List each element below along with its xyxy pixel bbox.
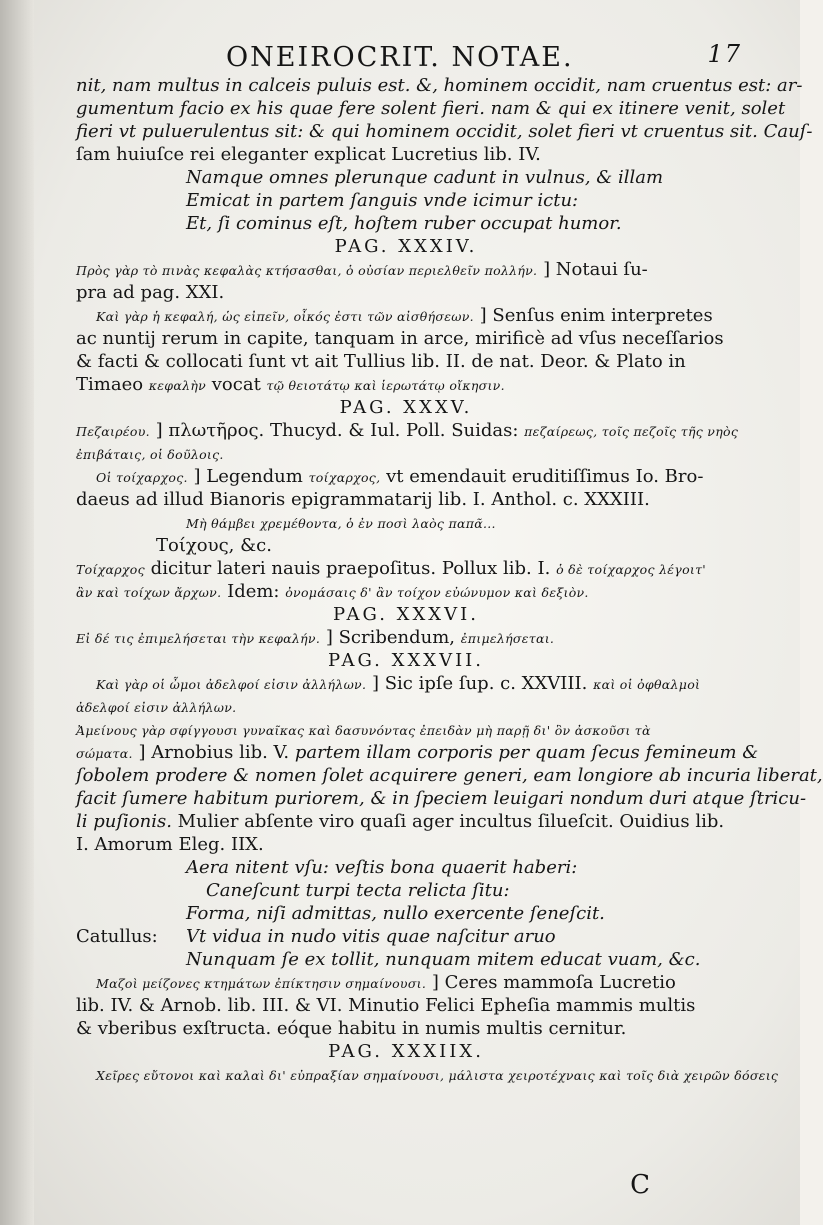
verse-line: Aera nitent vſu: veſtis bona quaerit haberi: bbox=[186, 857, 578, 878]
greek-word: Οἱ τοίχαρχος. bbox=[96, 470, 188, 485]
latin-text: Mulier abſente viro quaſi ager incultus ſilueſcit. Ouidius lib. bbox=[177, 811, 725, 832]
latin-text: ] Sic ipſe ſup. c. XXVIII. bbox=[371, 673, 588, 694]
signature-mark: C bbox=[630, 1170, 650, 1200]
verse-line: Namque omnes plerunque cadunt in vulnus, & illam bbox=[186, 167, 664, 188]
greek-quote: Μὴ θάμβει χρεμέθοντα, ὁ ἐν ποσὶ λαὸς παπᾶ... bbox=[186, 516, 496, 531]
text-line bbox=[76, 373, 736, 396]
text-line bbox=[76, 258, 736, 281]
section-heading: PAG. XXXVII. bbox=[327, 650, 485, 671]
latin-text: ] Arnobius lib. V. bbox=[138, 742, 290, 763]
latin-text: ] πλωτῆρος. Thucyd. & Iul. Poll. Suidas: bbox=[155, 420, 519, 441]
text-line: ſobolem prodere & nomen ſolet acquirere generi, eam longiore ab incuria liberat, bbox=[76, 765, 823, 786]
latin-text: ] Senſus enim interpretes bbox=[479, 305, 713, 326]
verse-line: Nunquam ſe ex tollit, nunquam mitem educat vuam, &c. bbox=[186, 949, 701, 970]
text-line: pra ad pag. XXI. bbox=[76, 282, 225, 303]
text-line: & vberibus exſtructa. eóque habitu in numis multis cernitur. bbox=[76, 1018, 627, 1039]
latin-text: vocat bbox=[211, 374, 261, 395]
verse-line: Caneſcunt turpi tecta relicta ſitu: bbox=[206, 880, 510, 901]
greek-quote: Πρὸς γὰρ τὸ πινὰς κεφαλὰς κτήσασθαι, ὁ οὐσίαν περιελθεῖν πολλήν. bbox=[76, 263, 538, 278]
text-line bbox=[76, 672, 736, 695]
text-line bbox=[76, 810, 736, 833]
text-line: I. Amorum Eleg. IIX. bbox=[76, 834, 264, 855]
section-heading: PAG. XXXIIX. bbox=[328, 1041, 484, 1062]
verse-line bbox=[76, 511, 736, 534]
greek-word: ἐπιμελήσεται. bbox=[460, 631, 555, 646]
latin-text: ] Ceres mammoſa Lucretio bbox=[431, 972, 676, 993]
text-line bbox=[76, 557, 736, 580]
greek-word: σώματα. bbox=[76, 746, 133, 761]
text-line bbox=[76, 626, 736, 649]
text-line bbox=[76, 442, 736, 465]
latin-text: Idem: bbox=[227, 581, 280, 602]
greek-word: κεφαλὴν bbox=[148, 378, 207, 393]
greek-word: τοίχαρχος, bbox=[308, 470, 381, 485]
page-gutter-shadow bbox=[0, 0, 34, 1225]
text-line bbox=[76, 580, 736, 603]
text-line bbox=[76, 971, 736, 994]
greek-quote: ἐπιβάταις, οἱ δοῦλοις. bbox=[76, 447, 224, 462]
section-heading: PAG. XXXIV. bbox=[334, 236, 478, 257]
text-line: ac nuntij rerum in capite, tanquam in arce, mirificè ad vſus neceſſarios bbox=[76, 328, 724, 349]
text-line: facit ſumere habitum puriorem, & in ſpeciem leuigari nondum duri atque ſtricu- bbox=[76, 788, 807, 809]
verse-line: Τοίχους, &c. bbox=[156, 535, 272, 556]
greek-quote: Εἰ δέ τις ἐπιμελήσεται τὴν κεφαλήν. bbox=[76, 631, 321, 646]
greek-word: Τοίχαρχος bbox=[76, 562, 145, 577]
catullus-label: Catullus: bbox=[76, 926, 158, 947]
verse-line bbox=[76, 925, 736, 948]
text-line bbox=[76, 304, 736, 327]
running-title: ONEIROCRIT. NOTAE. bbox=[226, 42, 574, 73]
running-header bbox=[76, 40, 748, 74]
text-line: gumentum facio ex his quae fere solent fieri. nam & qui ex itinere venit, solet bbox=[76, 98, 786, 119]
text-line: fieri vt puluerulentus sit: & qui hominem occidit, solet fieri vt cruentus sit. Cauſ- bbox=[76, 121, 813, 142]
greek-quote: ἂν καὶ τοίχων ἄρχων. bbox=[76, 585, 222, 600]
text-line bbox=[76, 419, 739, 442]
text-line bbox=[76, 741, 759, 764]
greek-quote: ὀνομάσαις δ' ἂν τοίχον εὐώνυμον καὶ δεξιὸν. bbox=[285, 585, 589, 600]
text-line: ſam huiuſce rei eleganter explicat Lucretius lib. IV. bbox=[76, 144, 541, 165]
greek-quote: Καὶ γὰρ οἱ ὦμοι ἀδελφοί εἰσιν ἀλλήλων. bbox=[96, 677, 367, 692]
text-line bbox=[76, 465, 736, 488]
greek-quote: τῷ θειοτάτῳ καὶ ἱερωτάτῳ οἴκησιν. bbox=[266, 378, 505, 393]
text-line bbox=[76, 718, 736, 741]
text-line: daeus ad illud Bianoris epigrammatarij lib. I. Anthol. c. XXXIII. bbox=[76, 489, 650, 510]
greek-quote: Χεῖρες εὔτονοι καὶ καλαὶ δι' εὐπραξίαν σημαίνουσι, μάλιστα χειροτέχναις καὶ τοῖς διὰ χειρῶν δόσεις bbox=[96, 1068, 779, 1083]
greek-quote: ἀδελφοί εἰσιν ἀλλήλων. bbox=[76, 700, 237, 715]
greek-quote: Καὶ γὰρ ἡ κεφαλή, ὡς εἰπεῖν, οἶκός ἐστι τῶν αἰσθήσεων. bbox=[96, 309, 474, 324]
text-line: & facti & collocati ſunt vt ait Tullius lib. II. de nat. Deor. & Plato in bbox=[76, 351, 686, 372]
verse-line: Forma, niſi admittas, nullo exercente ſeneſcit. bbox=[186, 903, 605, 924]
greek-quote: Μαζοὶ μείζονες κτημάτων ἐπίκτησιν σημαίνουσι. bbox=[96, 976, 427, 991]
latin-text: Timaeo bbox=[76, 374, 144, 395]
greek-quote: καὶ οἱ ὀφθαλμοὶ bbox=[593, 677, 701, 692]
latin-text: vt emendauit eruditiſſimus Io. Bro- bbox=[386, 466, 704, 487]
section-heading: PAG. XXXVI. bbox=[333, 604, 479, 625]
text-block bbox=[76, 74, 823, 1086]
verse-text: Vt vidua in nudo vitis quae naſcitur aruo bbox=[186, 926, 556, 947]
greek-quote: πεζαίρεως, τοῖς πεζοῖς τῆς νηὸς bbox=[524, 424, 739, 439]
text-line: lib. IV. & Arnob. lib. III. & VI. Minutio Felici Epheſia mammis multis bbox=[76, 995, 696, 1016]
section-heading: PAG. XXXV. bbox=[339, 397, 473, 418]
verse-line: Emicat in partem ſanguis vnde icimur ictu: bbox=[186, 190, 579, 211]
greek-quote: Ἀμείνους γὰρ σφίγγουσι γυναῖκας καὶ δασυνόντας ἐπειδὰν μὴ παρῇ δι' ὃν ἀσκοῦσι τὰ bbox=[76, 723, 651, 738]
text-line bbox=[76, 1063, 779, 1086]
latin-text: ] Notaui ſu- bbox=[543, 259, 648, 280]
latin-quote: partem illam corporis per quam ſecus femineum & bbox=[294, 742, 759, 763]
text-line: nit, nam multus in calceis puluis est. &, hominem occidit, nam cruentus est: ar- bbox=[76, 75, 803, 96]
greek-quote: ὁ δὲ τοίχαρχος λέγοιτ' bbox=[556, 562, 707, 577]
latin-text: ] Scribendum, bbox=[325, 627, 456, 648]
verse-line: Et, ſi cominus eſt, hoſtem ruber occupat humor. bbox=[186, 213, 622, 234]
latin-quote: li puſionis. bbox=[76, 811, 172, 832]
page-number: 17 bbox=[707, 40, 742, 68]
greek-word: Πεζαιρέου. bbox=[76, 424, 150, 439]
latin-text: ] Legendum bbox=[193, 466, 303, 487]
latin-text: dicitur lateri nauis praepoſitus. Pollux lib. I. bbox=[150, 558, 551, 579]
text-line bbox=[76, 695, 736, 718]
